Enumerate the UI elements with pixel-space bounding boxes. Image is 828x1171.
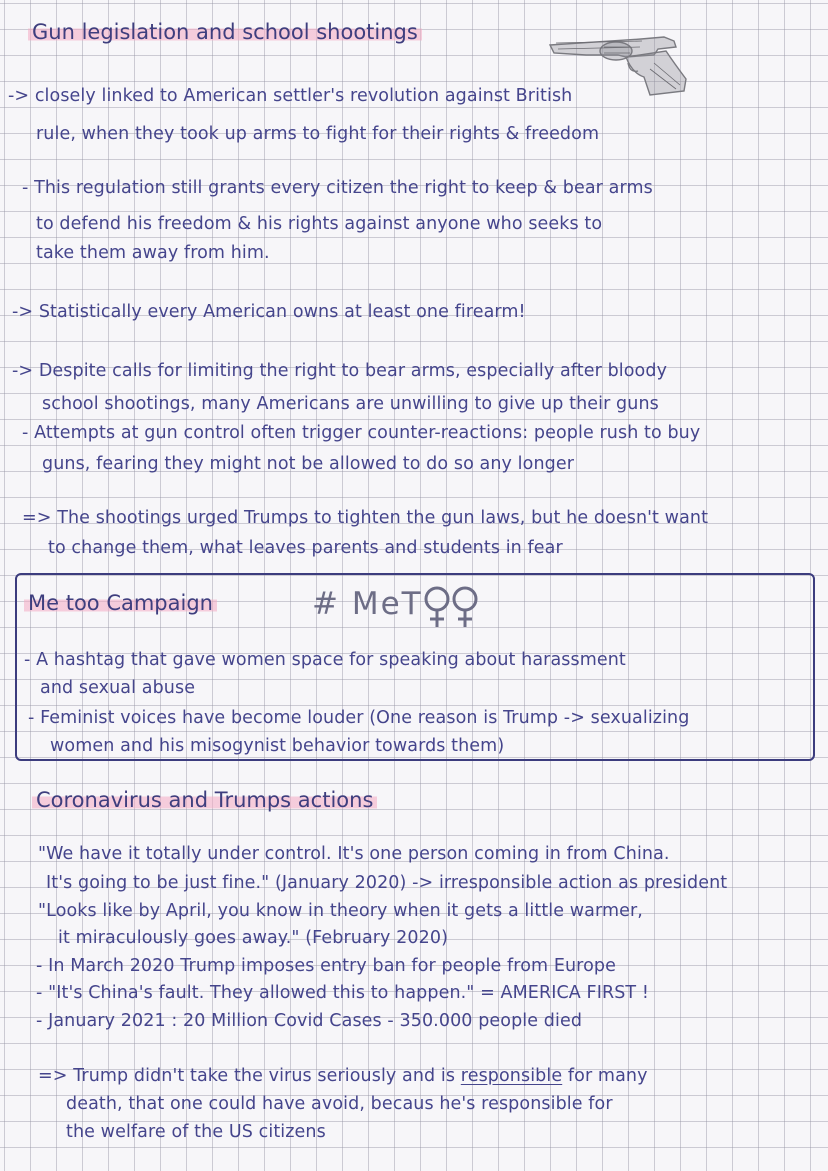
- corona-line-2: It's going to be just fine." (January 2020) -> irresponsible action as president: [46, 873, 728, 893]
- gun-line-9: - Attempts at gun control often trigger counter-reactions: people rush to buy: [22, 423, 701, 443]
- gun-line-11: => The shootings urged Trumps to tighten the gun laws, but he doesn't want: [22, 508, 709, 528]
- corona-line-10: the welfare of the US citizens: [66, 1122, 326, 1142]
- metoo-line-4: women and his misogynist behavior towards them): [50, 736, 505, 756]
- gun-line-10: guns, fearing they might not be allowed to do so any longer: [42, 454, 575, 474]
- metoo-line-3: - Feminist voices have become louder (One reason is Trump -> sexualizing: [28, 708, 690, 728]
- female-symbol-icon: [448, 585, 482, 629]
- gun-line-12: to change them, what leaves parents and students in fear: [48, 538, 563, 558]
- corona-line-7: - January 2021 : 20 Million Covid Cases - 350.000 people died: [36, 1011, 583, 1031]
- metoo-line-1: - A hashtag that gave women space for speaking about harassment: [24, 650, 626, 670]
- gun-line-5: take them away from him.: [36, 243, 270, 263]
- gun-line-6: -> Statistically every American owns at least one firearm!: [12, 302, 526, 322]
- metoo-hashtag: # MeT: [312, 586, 423, 622]
- corona-line-9: death, that one could have avoid, becaus he's responsible for: [66, 1094, 613, 1114]
- heading-coronavirus: Coronavirus and Trumps actions: [32, 788, 377, 812]
- gun-line-8: school shootings, many Americans are unwilling to give up their guns: [42, 394, 659, 414]
- gun-line-2: rule, when they took up arms to fight for their rights & freedom: [36, 124, 600, 144]
- heading-metoo: Me too Campaign: [24, 591, 217, 615]
- corona-line-8-tail: for many: [567, 1066, 648, 1086]
- corona-line-8-text: => Trump didn't take the virus seriously and is: [38, 1066, 456, 1086]
- gun-line-1: -> closely linked to American settler's revolution against British: [8, 86, 573, 106]
- gun-line-7: -> Despite calls for limiting the right to bear arms, especially after bloody: [12, 361, 668, 381]
- corona-line-8-underlined-word: responsible: [460, 1066, 563, 1086]
- corona-line-3: "Looks like by April, you know in theory when it gets a little warmer,: [38, 901, 643, 921]
- corona-line-5: - In March 2020 Trump imposes entry ban for people from Europe: [36, 956, 616, 976]
- corona-line-8: [38, 1068, 648, 1086]
- gun-line-3: - This regulation still grants every citizen the right to keep & bear arms: [22, 178, 653, 198]
- gun-line-4: to defend his freedom & his rights against anyone who seeks to: [36, 214, 603, 234]
- corona-line-6: - "It's China's fault. They allowed this to happen." = AMERICA FIRST !: [36, 983, 649, 1003]
- corona-line-1: "We have it totally under control. It's one person coming in from China.: [38, 844, 670, 864]
- metoo-line-2: and sexual abuse: [40, 678, 196, 698]
- corona-line-4: it miraculously goes away." (February 2020): [58, 928, 449, 948]
- heading-gun-legislation: Gun legislation and school shootings: [28, 20, 422, 44]
